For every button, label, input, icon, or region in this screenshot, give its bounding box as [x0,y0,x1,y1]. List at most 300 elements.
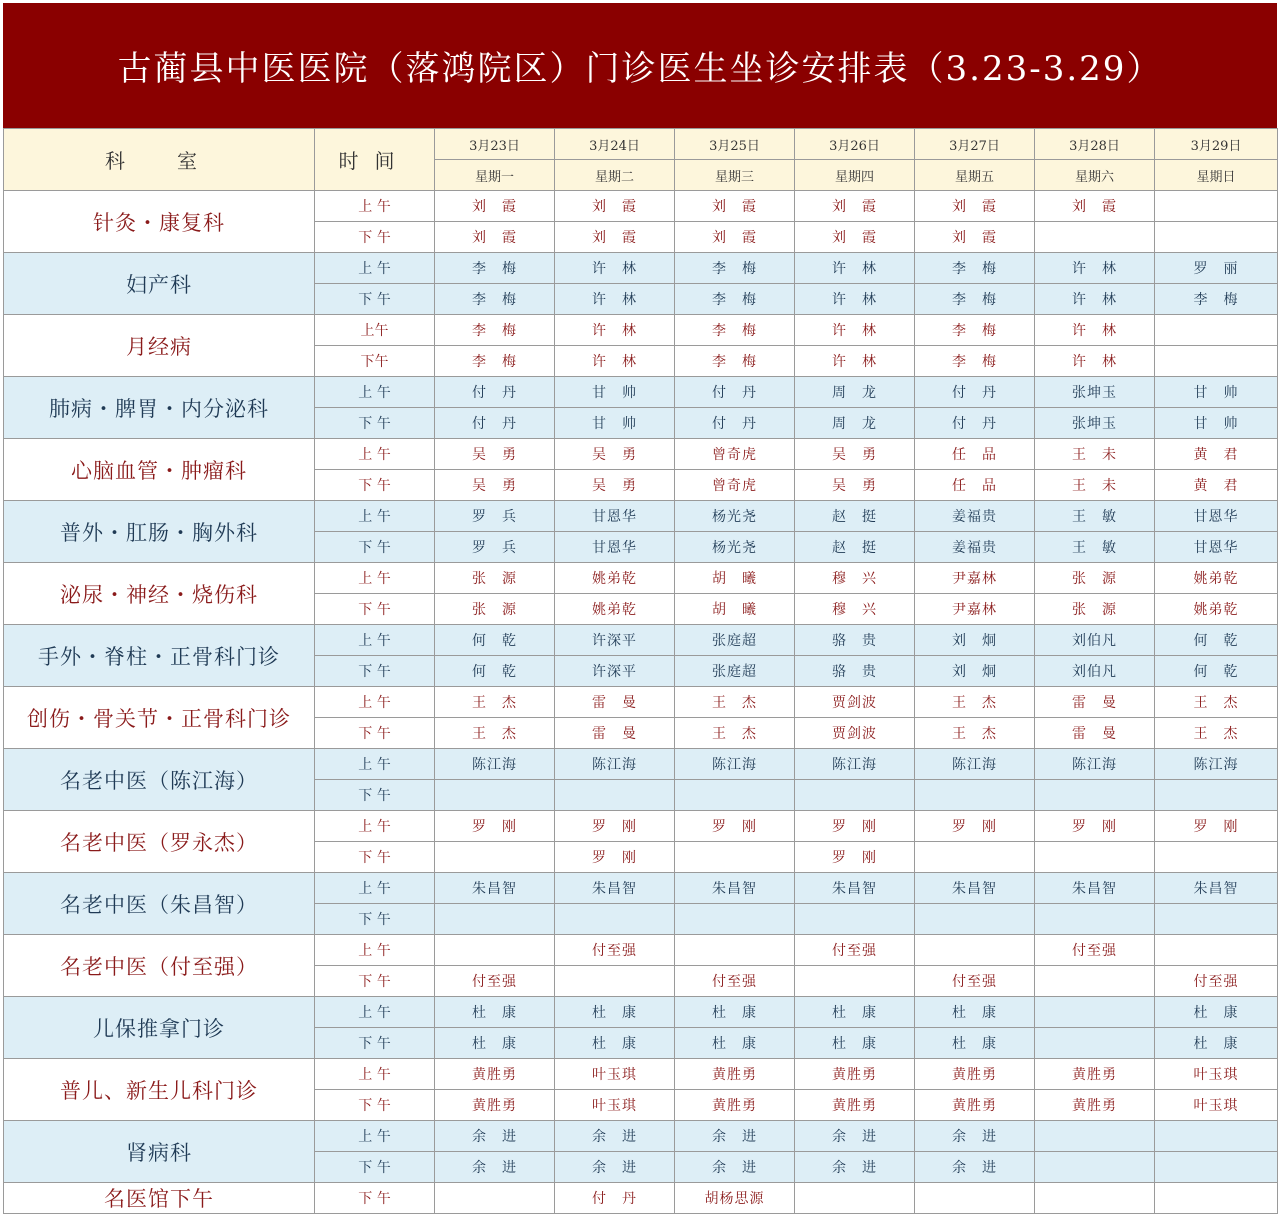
period-cell: 下 午 [315,966,435,997]
doctor-cell: 黄胜勇 [1035,1090,1155,1121]
doctor-cell: 刘 霞 [435,191,555,222]
table-row [4,439,1278,470]
doctor-cell: 付至强 [435,966,555,997]
department-group [4,687,1278,749]
doctor-cell: 张坤玉 [1035,377,1155,408]
doctor-cell: 杜 康 [675,997,795,1028]
department-name: 肾病科 [4,1121,315,1183]
doctor-cell: 陈江海 [555,749,675,780]
doctor-cell: 张 源 [435,563,555,594]
doctor-cell: 姚弟乾 [555,594,675,625]
doctor-cell: 朱昌智 [1035,873,1155,904]
department-name: 名老中医（付至强） [4,935,315,997]
period-cell: 下 午 [315,842,435,873]
doctor-cell: 罗 刚 [555,842,675,873]
doctor-cell: 吴 勇 [435,470,555,501]
doctor-cell [1155,1121,1278,1152]
doctor-cell [915,842,1035,873]
doctor-cell: 朱昌智 [555,873,675,904]
doctor-cell: 许 林 [1035,315,1155,346]
period-cell: 上 午 [315,811,435,842]
doctor-cell [435,935,555,966]
doctor-cell: 姜福贵 [915,501,1035,532]
doctor-cell: 余 进 [915,1152,1035,1183]
doctor-cell: 许 林 [795,315,915,346]
period-cell: 上 午 [315,873,435,904]
doctor-cell: 朱昌智 [1155,873,1278,904]
table-row [4,749,1278,780]
doctor-cell: 刘 霞 [795,191,915,222]
doctor-cell [795,904,915,935]
department-name: 儿保推拿门诊 [4,997,315,1059]
doctor-cell: 许深平 [555,625,675,656]
header-weekday-cell: 星期三 [675,160,795,191]
department-name: 肺病・脾胃・内分泌科 [4,377,315,439]
doctor-cell: 刘 霞 [555,222,675,253]
doctor-cell: 贾剑波 [795,687,915,718]
table-row [4,191,1278,222]
doctor-cell: 任 品 [915,470,1035,501]
period-cell: 下 午 [315,470,435,501]
doctor-cell: 付至强 [915,966,1035,997]
doctor-cell: 何 乾 [1155,656,1278,687]
department-name: 名老中医（罗永杰） [4,811,315,873]
doctor-cell [1155,1183,1278,1214]
doctor-cell: 杜 康 [795,1028,915,1059]
doctor-cell: 杜 康 [915,1028,1035,1059]
doctor-cell [1155,315,1278,346]
period-cell: 下午 [315,346,435,377]
header-date-cell: 3月29日 [1155,129,1278,160]
doctor-cell: 罗 刚 [795,811,915,842]
doctor-cell: 黄胜勇 [675,1090,795,1121]
doctor-cell [1035,1121,1155,1152]
doctor-cell: 许 林 [1035,253,1155,284]
header-weekday-cell: 星期四 [795,160,915,191]
table-row [4,811,1278,842]
doctor-cell: 罗 刚 [555,811,675,842]
department-name: 心脑血管・肿瘤科 [4,439,315,501]
doctor-cell: 陈江海 [675,749,795,780]
doctor-cell: 王 敏 [1035,501,1155,532]
doctor-cell: 刘 霞 [1035,191,1155,222]
doctor-cell: 刘 霞 [675,222,795,253]
doctor-cell: 朱昌智 [675,873,795,904]
doctor-cell: 付 丹 [675,377,795,408]
period-cell: 下 午 [315,656,435,687]
doctor-cell: 张 源 [1035,594,1155,625]
doctor-cell [1155,222,1278,253]
doctor-cell [1155,904,1278,935]
doctor-cell: 任 品 [915,439,1035,470]
table-row [4,1121,1278,1152]
doctor-cell: 罗 兵 [435,501,555,532]
department-group [4,873,1278,935]
doctor-cell: 王 敏 [1035,532,1155,563]
doctor-cell: 周 龙 [795,408,915,439]
doctor-cell: 许 林 [795,346,915,377]
doctor-cell: 余 进 [435,1152,555,1183]
doctor-cell: 王 杰 [915,718,1035,749]
period-cell: 下 午 [315,222,435,253]
doctor-cell: 穆 兴 [795,563,915,594]
period-cell: 上 午 [315,563,435,594]
doctor-cell: 许 林 [555,253,675,284]
department-group [4,563,1278,625]
doctor-cell: 余 进 [555,1121,675,1152]
doctor-cell: 黄胜勇 [675,1059,795,1090]
doctor-cell [915,780,1035,811]
period-cell: 下 午 [315,1152,435,1183]
doctor-cell: 李 梅 [675,284,795,315]
period-cell: 下 午 [315,594,435,625]
period-cell: 上 午 [315,377,435,408]
doctor-cell: 刘 霞 [675,191,795,222]
doctor-cell: 杜 康 [915,997,1035,1028]
doctor-cell: 刘 霞 [795,222,915,253]
doctor-cell: 杜 康 [1155,997,1278,1028]
header-dept-label: 科 室 [4,129,315,191]
doctor-cell: 罗 刚 [795,842,915,873]
doctor-cell: 许深平 [555,656,675,687]
doctor-cell: 黄 君 [1155,470,1278,501]
doctor-cell: 姚弟乾 [1155,594,1278,625]
doctor-cell [1035,997,1155,1028]
doctor-cell: 叶玉琪 [1155,1090,1278,1121]
department-name: 名医馆下午 [4,1183,315,1214]
header-date-cell: 3月26日 [795,129,915,160]
doctor-cell: 刘 霞 [435,222,555,253]
doctor-cell: 杨光尧 [675,532,795,563]
department-name: 名老中医（陈江海） [4,749,315,811]
doctor-cell: 余 进 [915,1121,1035,1152]
doctor-cell: 余 进 [435,1121,555,1152]
doctor-cell: 吴 勇 [795,470,915,501]
doctor-cell: 何 乾 [435,656,555,687]
doctor-cell: 黄胜勇 [795,1059,915,1090]
doctor-cell: 李 梅 [915,315,1035,346]
doctor-cell: 付 丹 [915,377,1035,408]
doctor-cell: 王 杰 [435,718,555,749]
doctor-cell: 雷 曼 [1035,718,1155,749]
doctor-cell: 赵 挺 [795,501,915,532]
doctor-cell: 曾奇虎 [675,470,795,501]
doctor-cell: 许 林 [555,315,675,346]
doctor-cell: 付至强 [795,935,915,966]
doctor-cell: 李 梅 [675,346,795,377]
doctor-cell: 姚弟乾 [1155,563,1278,594]
table-row [4,1183,1278,1214]
doctor-cell: 刘 炯 [915,656,1035,687]
doctor-cell [1155,935,1278,966]
doctor-cell: 胡杨思源 [675,1183,795,1214]
doctor-cell [1035,1183,1155,1214]
period-cell: 上 午 [315,749,435,780]
period-cell: 上 午 [315,191,435,222]
doctor-cell: 叶玉琪 [555,1059,675,1090]
doctor-cell: 穆 兴 [795,594,915,625]
table-row [4,563,1278,594]
department-group [4,1183,1278,1214]
doctor-cell: 骆 贵 [795,625,915,656]
header-date-cell: 3月23日 [435,129,555,160]
doctor-cell [795,1183,915,1214]
doctor-cell: 王 杰 [1155,718,1278,749]
doctor-cell [675,842,795,873]
period-cell: 下 午 [315,1090,435,1121]
doctor-cell: 叶玉琪 [1155,1059,1278,1090]
department-name: 手外・脊柱・正骨科门诊 [4,625,315,687]
doctor-cell: 陈江海 [435,749,555,780]
period-cell: 上 午 [315,935,435,966]
doctor-cell: 甘 帅 [555,408,675,439]
doctor-cell: 黄胜勇 [915,1090,1035,1121]
doctor-cell: 叶玉琪 [555,1090,675,1121]
doctor-cell: 陈江海 [795,749,915,780]
doctor-cell: 杜 康 [555,1028,675,1059]
doctor-cell: 罗 刚 [915,811,1035,842]
period-cell: 上 午 [315,1059,435,1090]
department-group [4,625,1278,687]
doctor-cell [1035,842,1155,873]
doctor-cell [1035,1152,1155,1183]
doctor-cell: 许 林 [795,253,915,284]
table-row [4,625,1278,656]
header-weekday-cell: 星期六 [1035,160,1155,191]
doctor-cell: 甘恩华 [1155,501,1278,532]
doctor-cell [1155,842,1278,873]
doctor-cell: 刘 霞 [915,222,1035,253]
doctor-cell: 杜 康 [435,997,555,1028]
period-cell: 上午 [315,315,435,346]
doctor-cell: 李 梅 [435,315,555,346]
table-row [4,377,1278,408]
doctor-cell: 周 龙 [795,377,915,408]
doctor-cell: 张 源 [1035,563,1155,594]
period-cell: 上 午 [315,997,435,1028]
department-group [4,1121,1278,1183]
table-row [4,873,1278,904]
table-row [4,687,1278,718]
doctor-cell: 黄胜勇 [435,1059,555,1090]
doctor-cell: 付 丹 [675,408,795,439]
period-cell: 上 午 [315,439,435,470]
doctor-cell: 黄胜勇 [915,1059,1035,1090]
doctor-cell: 刘 霞 [915,191,1035,222]
doctor-cell: 李 梅 [435,346,555,377]
doctor-cell [555,966,675,997]
doctor-cell: 陈江海 [915,749,1035,780]
doctor-cell: 罗 兵 [435,532,555,563]
header-date-cell: 3月24日 [555,129,675,160]
doctor-cell: 张 源 [435,594,555,625]
period-cell: 上 午 [315,501,435,532]
doctor-cell: 雷 曼 [555,718,675,749]
doctor-cell: 罗 丽 [1155,253,1278,284]
doctor-cell [915,904,1035,935]
doctor-cell: 姚弟乾 [555,563,675,594]
department-group [4,997,1278,1059]
doctor-cell: 余 进 [675,1152,795,1183]
department-group [4,191,1278,253]
period-cell: 上 午 [315,687,435,718]
header-date-cell: 3月28日 [1035,129,1155,160]
doctor-cell [435,904,555,935]
doctor-cell: 余 进 [795,1152,915,1183]
doctor-cell: 甘 帅 [1155,408,1278,439]
doctor-cell: 贾剑波 [795,718,915,749]
doctor-cell: 曾奇虎 [675,439,795,470]
doctor-cell: 吴 勇 [555,439,675,470]
table-row [4,315,1278,346]
doctor-cell [1155,191,1278,222]
doctor-cell: 李 梅 [675,315,795,346]
doctor-cell: 张庭超 [675,625,795,656]
department-group [4,253,1278,315]
doctor-cell: 何 乾 [435,625,555,656]
doctor-cell: 甘恩华 [555,532,675,563]
period-cell: 下 午 [315,284,435,315]
doctor-cell [555,780,675,811]
doctor-cell: 刘 炯 [915,625,1035,656]
doctor-cell [1155,780,1278,811]
doctor-cell: 吴 勇 [795,439,915,470]
header-time-label: 时间 [315,129,435,191]
doctor-cell: 王 杰 [675,718,795,749]
doctor-cell: 刘伯凡 [1035,625,1155,656]
doctor-cell: 付 丹 [435,408,555,439]
doctor-cell: 姜福贵 [915,532,1035,563]
doctor-cell: 余 进 [795,1121,915,1152]
doctor-cell: 朱昌智 [435,873,555,904]
doctor-cell [435,780,555,811]
doctor-cell: 张坤玉 [1035,408,1155,439]
department-group [4,501,1278,563]
doctor-cell: 许 林 [1035,284,1155,315]
doctor-cell: 王 杰 [915,687,1035,718]
doctor-cell: 尹嘉林 [915,563,1035,594]
period-cell: 下 午 [315,1183,435,1214]
doctor-cell: 杜 康 [435,1028,555,1059]
department-name: 创伤・骨关节・正骨科门诊 [4,687,315,749]
header-date-cell: 3月25日 [675,129,795,160]
department-group [4,811,1278,873]
header-weekday-cell: 星期二 [555,160,675,191]
table-row [4,935,1278,966]
department-group [4,1059,1278,1121]
doctor-cell: 许 林 [1035,346,1155,377]
department-name: 普外・肛肠・胸外科 [4,501,315,563]
doctor-cell [795,780,915,811]
doctor-cell: 雷 曼 [555,687,675,718]
doctor-cell: 付至强 [1155,966,1278,997]
period-cell: 下 午 [315,532,435,563]
doctor-cell: 李 梅 [1155,284,1278,315]
doctor-cell: 甘 帅 [555,377,675,408]
doctor-cell: 李 梅 [915,284,1035,315]
department-group [4,935,1278,997]
doctor-cell: 李 梅 [675,253,795,284]
department-group [4,749,1278,811]
doctor-cell: 杜 康 [795,997,915,1028]
table-row [4,253,1278,284]
doctor-cell: 胡 曦 [675,563,795,594]
doctor-cell [1035,780,1155,811]
doctor-cell [795,966,915,997]
doctor-cell: 付至强 [555,935,675,966]
header-weekday-cell: 星期日 [1155,160,1278,191]
header-date-row [4,129,1278,160]
doctor-cell: 付 丹 [555,1183,675,1214]
doctor-cell: 甘恩华 [1155,532,1278,563]
doctor-cell: 李 梅 [435,284,555,315]
doctor-cell: 吴 勇 [555,470,675,501]
table-row [4,997,1278,1028]
department-name: 月经病 [4,315,315,377]
doctor-cell: 付至强 [1035,935,1155,966]
department-group [4,315,1278,377]
doctor-cell: 余 进 [675,1121,795,1152]
doctor-cell: 付 丹 [435,377,555,408]
doctor-cell: 罗 刚 [435,811,555,842]
doctor-cell: 张庭超 [675,656,795,687]
doctor-cell [675,780,795,811]
doctor-cell [915,1183,1035,1214]
doctor-cell: 黄 君 [1155,439,1278,470]
doctor-cell: 付 丹 [915,408,1035,439]
doctor-cell: 罗 刚 [1035,811,1155,842]
doctor-cell: 付至强 [675,966,795,997]
doctor-cell: 许 林 [795,284,915,315]
doctor-cell: 何 乾 [1155,625,1278,656]
doctor-cell: 许 林 [555,284,675,315]
period-cell: 上 午 [315,253,435,284]
doctor-cell: 吴 勇 [435,439,555,470]
department-name: 针灸・康复科 [4,191,315,253]
doctor-cell [675,935,795,966]
doctor-cell: 刘 霞 [555,191,675,222]
department-group [4,439,1278,501]
doctor-cell: 赵 挺 [795,532,915,563]
period-cell: 下 午 [315,1028,435,1059]
doctor-cell: 王 杰 [1155,687,1278,718]
doctor-cell: 朱昌智 [915,873,1035,904]
doctor-cell [1035,966,1155,997]
table-header [4,129,1278,191]
doctor-cell: 刘伯凡 [1035,656,1155,687]
doctor-cell: 黄胜勇 [435,1090,555,1121]
doctor-cell [435,1183,555,1214]
period-cell: 下 午 [315,718,435,749]
period-cell: 下 午 [315,904,435,935]
doctor-cell [555,904,675,935]
department-group [4,377,1278,439]
department-name: 名老中医（朱昌智） [4,873,315,935]
department-name: 泌尿・神经・烧伤科 [4,563,315,625]
schedule-table [3,128,1278,1214]
doctor-cell: 李 梅 [915,253,1035,284]
doctor-cell: 王 杰 [435,687,555,718]
period-cell: 上 午 [315,625,435,656]
doctor-cell [435,842,555,873]
period-cell: 下 午 [315,408,435,439]
doctor-cell: 杜 康 [675,1028,795,1059]
period-cell: 下 午 [315,780,435,811]
doctor-cell: 余 进 [555,1152,675,1183]
doctor-cell: 罗 刚 [1155,811,1278,842]
doctor-cell [1035,1028,1155,1059]
header-date-cell: 3月27日 [915,129,1035,160]
